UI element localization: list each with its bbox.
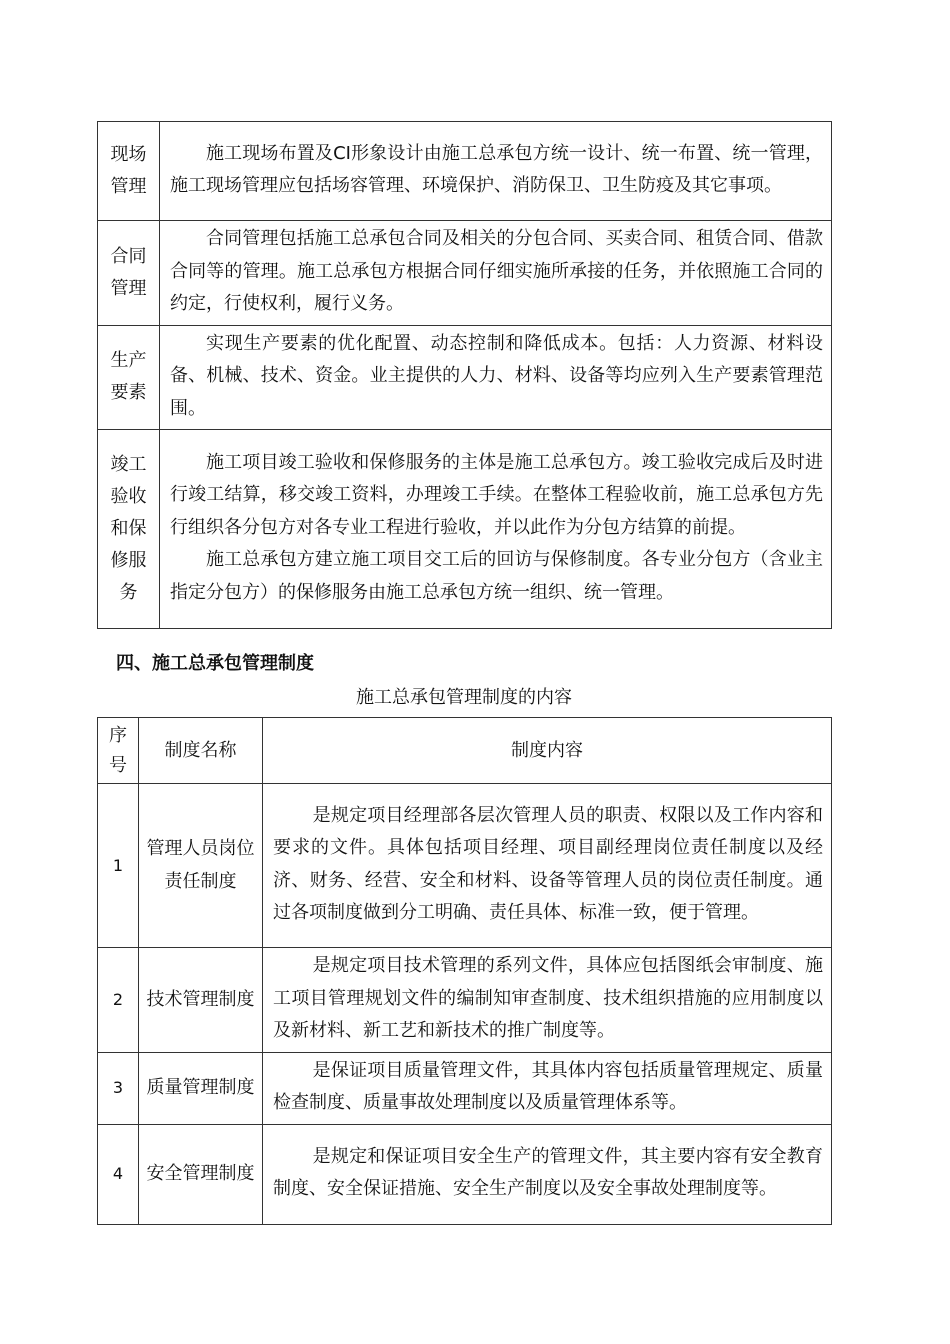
table-row (98, 122, 832, 221)
row-number: 1 (98, 784, 139, 948)
table-row (98, 430, 832, 629)
table-row (98, 948, 832, 1053)
row-content (160, 122, 832, 221)
paragraph: 是保证项目质量管理文件，其具体内容包括质量管理规定、质量检查制度、质量事故处理制度以及质量管理体系等。 (273, 1059, 823, 1113)
paragraph: 实现生产要素的优化配置、动态控制和降低成本。包括：人力资源、材料设备、机械、技术、资金。业主提供的人力、材料、设备等均应列入生产要素管理范围。 (170, 332, 823, 419)
row-label: 生产要素 (98, 325, 160, 430)
paragraph: 是规定项目技术管理的系列文件，具体应包括图纸会审制度、施工项目管理规划文件的编制知审查制度、技术组织措施的应用制度以及新材料、新工艺和新技术的推广制度等。 (273, 955, 823, 1041)
system-name: 管理人员岗位责任制度 (139, 784, 263, 948)
row-label: 合同管理 (98, 221, 160, 326)
paragraph: 施工项目竣工验收和保修服务的主体是施工总承包方。竣工验收完成后及时进行竣工结算，移交竣工资料，办理竣工手续。在整体工程验收前，施工总承包方先行组织各分包方对各专业工程进行验收，并以此作为分包方结算的前提。 (170, 451, 823, 538)
header-cell-content: 制度内容 (263, 718, 832, 784)
row-number: 2 (98, 948, 139, 1053)
management-system-table (97, 717, 832, 1225)
table-row (98, 221, 832, 326)
row-number: 4 (98, 1124, 139, 1224)
table-row (98, 784, 832, 948)
table-caption: 施工总承包管理制度的内容 (356, 687, 572, 708)
system-name: 质量管理制度 (139, 1052, 263, 1124)
row-content (160, 221, 832, 326)
paragraph: 合同管理包括施工总承包合同及相关的分包合同、买卖合同、租赁合同、借款合同等的管理。施工总承包方根据合同仔细实施所承接的任务，并依照施工合同的约定，行使权利，履行义务。 (170, 228, 823, 314)
system-name: 安全管理制度 (139, 1124, 263, 1224)
system-content (263, 784, 832, 948)
system-name: 技术管理制度 (139, 948, 263, 1053)
management-scope-table (97, 121, 832, 629)
row-label: 现场管理 (98, 122, 160, 221)
header-cell-name: 制度名称 (139, 718, 263, 784)
table-row (98, 1124, 832, 1224)
system-content (263, 1124, 832, 1224)
row-content (160, 325, 832, 430)
header-row (98, 718, 832, 784)
system-content (263, 948, 832, 1053)
paragraph: 是规定项目经理部各层次管理人员的职责、权限以及工作内容和要求的文件。具体包括项目经理、项目副经理岗位责任制度以及经济、财务、经营、安全和材料、设备等管理人员的岗位责任制度。通过各项制度做到分工明确、责任具体、标准一致，便于管理。 (273, 804, 823, 923)
system-content (263, 1052, 832, 1124)
row-content (160, 430, 832, 629)
paragraph: 是规定和保证项目安全生产的管理文件，其主要内容有安全教育制度、安全保证措施、安全生产制度以及安全事故处理制度等。 (273, 1145, 823, 1199)
header-cell-no: 序号 (98, 718, 139, 784)
row-number: 3 (98, 1052, 139, 1124)
paragraph: 施工总承包方建立施工项目交工后的回访与保修制度。各专业分包方（含业主指定分包方）的保修服务由施工总承包方统一组织、统一管理。 (170, 549, 823, 603)
table-row (98, 325, 832, 430)
section-heading: 四、施工总承包管理制度 (116, 653, 314, 674)
paragraph: 施工现场布置及CI形象设计由施工总承包方统一设计、统一布置、统一管理，施工现场管理应包括场容管理、环境保护、消防保卫、卫生防疫及其它事项。 (170, 142, 823, 196)
table-row (98, 1052, 832, 1124)
row-label: 竣工验收和保修服务 (98, 430, 160, 629)
